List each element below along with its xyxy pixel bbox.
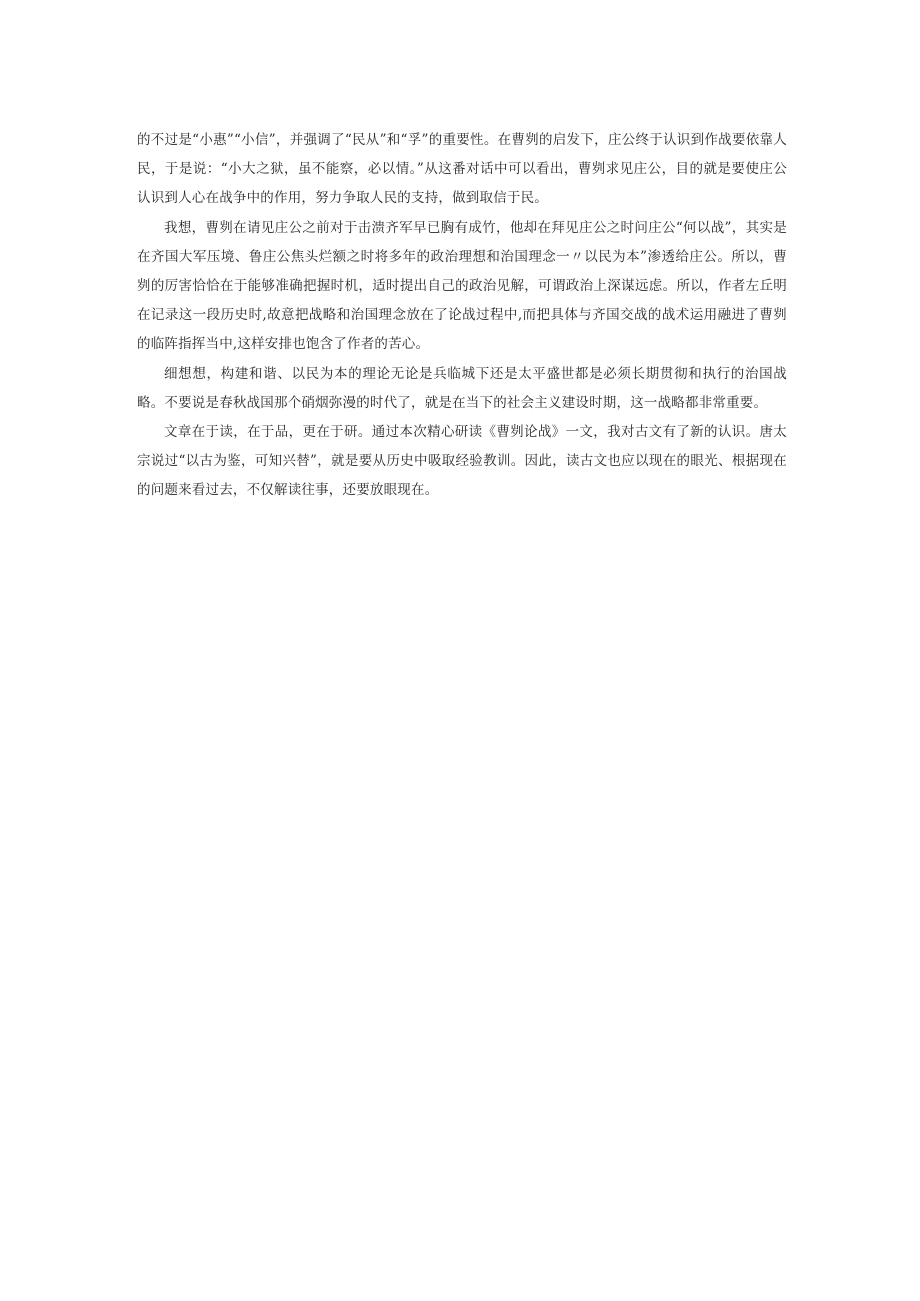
paragraph-2: 我想，曹刿在请见庄公之前对于击溃齐军早已胸有成竹，他却在拜见庄公之时问庄公“何以战”，其实是在齐国大军压境、鲁庄公焦头烂额之时将多年的政治理想和治国理念一〃以民为本”渗透给庄公。所以，曹刿的厉害恰恰在于能够准确把握时机，适时提出自己的政治见解，可谓政治上深谋远虑。所以，作者左丘明在记录这一段历史时,故意把战略和治国理念放在了论战过程中,而把具体与齐国交战的战术运用融进了曹刿的临阵指挥当中,这样安排也饱含了作者的苦心。 [137,219,787,353]
paragraph-1: 的不过是“小惠”“小信”，并强调了“民从”和“孚”的重要性。在曹刿的启发下，庄公终于认识到作战要依靠人民，于是说：“小大之狱，虽不能察，必以情。”从这番对话中可以看出，曹刿求见庄公，目的就是要使庄公认识到人心在战争中的作用，努力争取人民的支持，做到取信于民。 [137,132,787,207]
paragraph-4: 文章在于读，在于品，更在于研。通过本次精心研读《曹刿论战》一文，我对古文有了新的认识。唐太宗说过“以古为鉴，可知兴替”，就是要从历史中吸取经验教训。因此，读古文也应以现在的眼光、根据现在的问题来看过去，不仅解读往事，还要放眼现在。 [137,424,787,499]
document-page [137,126,787,506]
paragraph-3: 细想想，构建和谐、以民为本的理论无论是兵临城下还是太平盛世都是必须长期贯彻和执行的治国战略。不要说是春秋战国那个硝烟弥漫的时代了，就是在当下的社会主义建设时期，这一战略都非常重要。 [137,365,787,411]
